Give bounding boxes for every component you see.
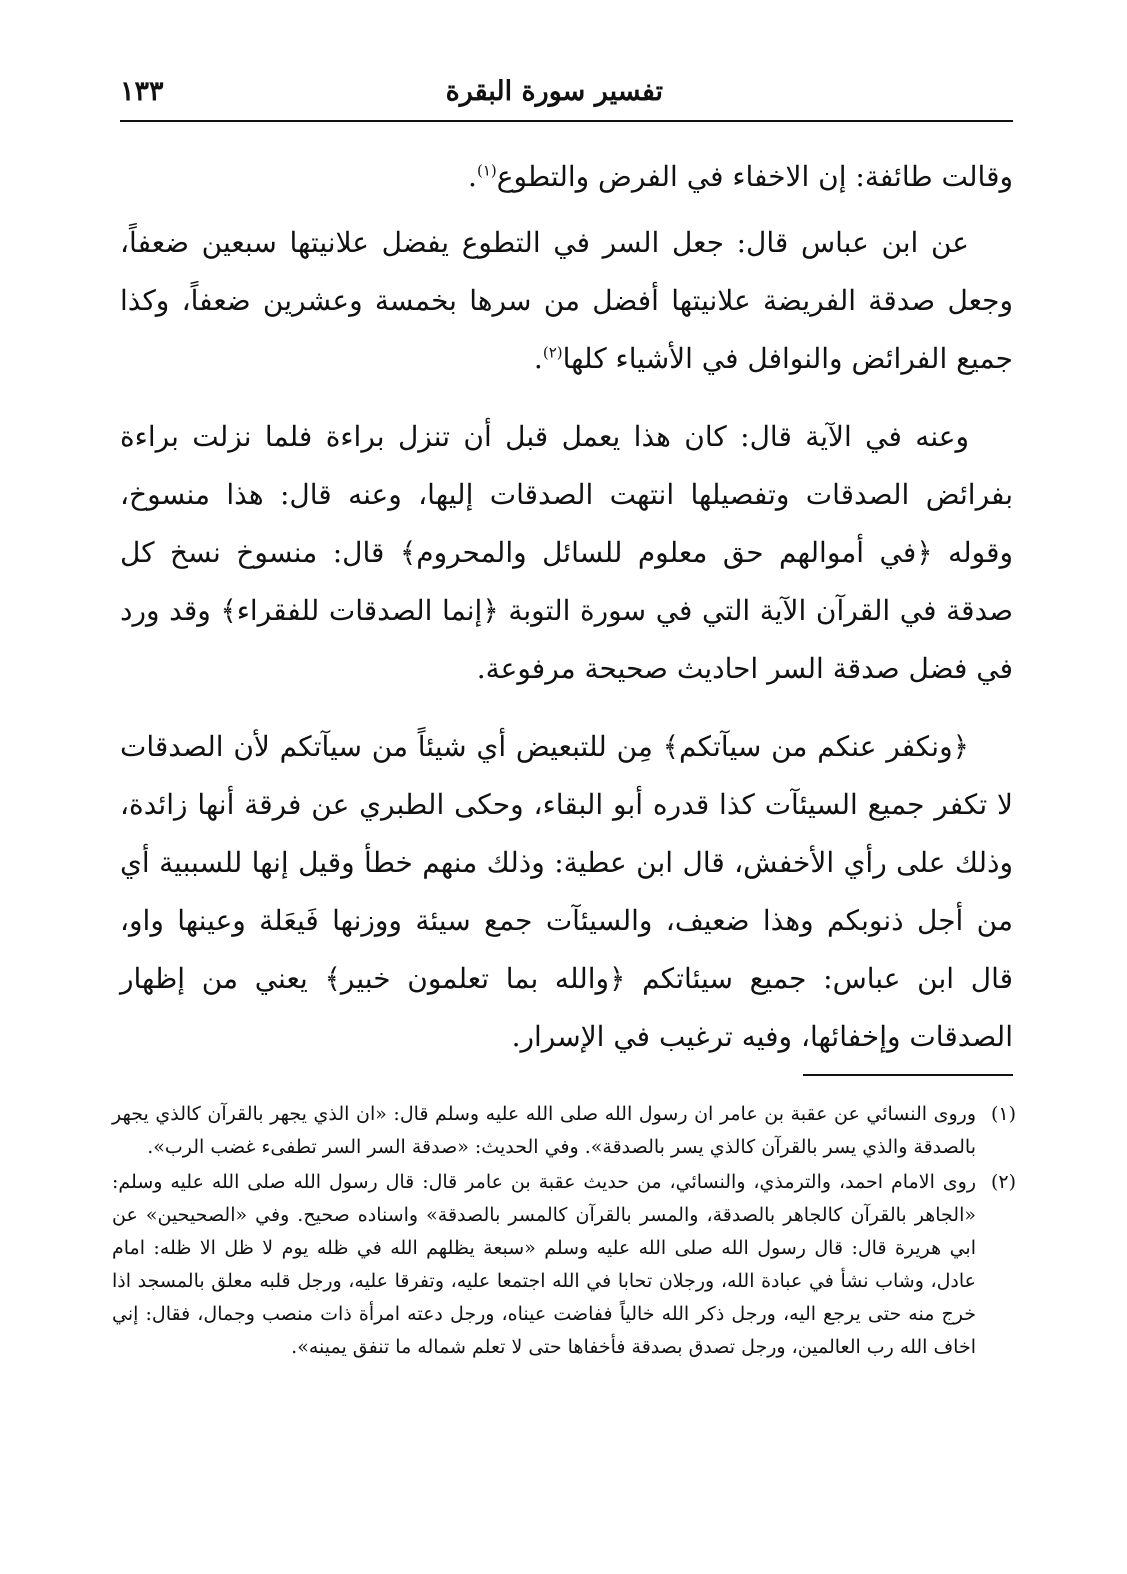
paragraph-2: عن ابن عباس قال: جعل السر في التطوع يفضل علانيتها سبعين ضعفاً، وجعل صدقة الفريضة علانيتها أفضل من سرها بخمسة وعشرين ضعفاً، وكذا جميع الفرائض والنوافل في الأشياء كلها$^{(٢)}$. (120, 226, 1013, 375)
footnote-text: وروى النسائي عن عقبة بن عامر ان رسول الله صلى الله عليه وسلم قال: «ان الذي يجهر بالقرآن كالذي يجهر بالصدقة والذي يسر بالقرآن كالذي يسر بالصدقة». وفي الحديث: «صدقة السر السر تطفىء غضب الرب». (112, 1103, 976, 1158)
paragraph-3: وعنه في الآية قال: كان هذا يعمل قبل أن تنزل براءة فلما نزلت براءة بفرائض الصدقات وتفصيلها انتهت الصدقات إليها، وعنه قال: هذا منسوخ، وقوله ﴿في أموالهم حق معلوم للسائل والمحروم﴾ قال: منسوخ نسخ كل صدقة في القرآن الآية التي في سورة التوبة ﴿إنما الصدقات للفقراء﴾ وقد ورد في فضل صدقة السر احاديث صحيحة مرفوعة. (120, 420, 1013, 685)
footnote-ref-2: (٢) (542, 343, 563, 362)
paragraph-4: ﴿ونكفر عنكم من سيآتكم﴾ مِن للتبعيض أي شيئاً من سيآتكم لأن الصدقات لا تكفر جميع السيئآت كذا قدره أبو البقاء، وحكى الطبري عن فرقة أنها زائدة، وذلك على رأي الأخفش، قال ابن عطية: وذلك منهم خطأ وقيل إنها للسببية أي من أجل ذنوبكم وهذا ضعيف، والسيئآت جمع سيئة ووزنها فَيعَلة وعينها واو، قال ابن عباس: جميع سيئاتكم ﴿والله بما تعلمون خبير﴾ يعني من إظهار الصدقات وإخفائها، وفيه ترغيب في الإسرار. (120, 730, 1013, 1053)
footnotes (112, 1098, 1016, 1366)
running-title: تفسير سورة البقرة (445, 76, 663, 107)
footnote-number: (١) (990, 1103, 1016, 1125)
footnote-separator (803, 1074, 1013, 1076)
footnote-2 (112, 1166, 1016, 1364)
page-number: ١٣٣ (120, 76, 164, 107)
page-header (120, 72, 1013, 122)
footnote-ref-1: (١) (476, 161, 497, 180)
footnote-number: (٢) (990, 1171, 1016, 1193)
main-text (120, 148, 1013, 1066)
footnote-text: روى الامام احمد، والترمذي، والنسائي، من حديث عقبة بن عامر قال: قال رسول الله صلى الله عليه وسلم: «الجاهر بالقرآن كالجاهر بالصدقة، والمسر بالقرآن كالمسر بالصدقة» واسناده صحيح. وفي «الصحيحين» عن ابي هريرة قال: قال رسول الله صلى الله عليه وسلم «سبعة يظلهم الله في ظله يوم لا ظل الا ظله: امام عادل، وشاب نشأ في عبادة الله، ورجلان تحابا في الله اجتمعا عليه، وتفرقا عليه، ورجل قلبه معلق بالمسجد اذا خرج منه حتى يرجع اليه، ورجل ذكر الله خالياً ففاضت عيناه، ورجل دعته امرأة ذات منصب وجمال، فقال: إني اخاف الله رب العالمين، ورجل تصدق بصدقة فأخفاها حتى لا تعلم شماله ما تنفق يمينه». (112, 1171, 976, 1358)
paragraph-1: وقالت طائفة: إن الاخفاء في الفرض والتطوع$^{(١)}$. (468, 160, 1013, 193)
footnote-1 (112, 1098, 1016, 1164)
